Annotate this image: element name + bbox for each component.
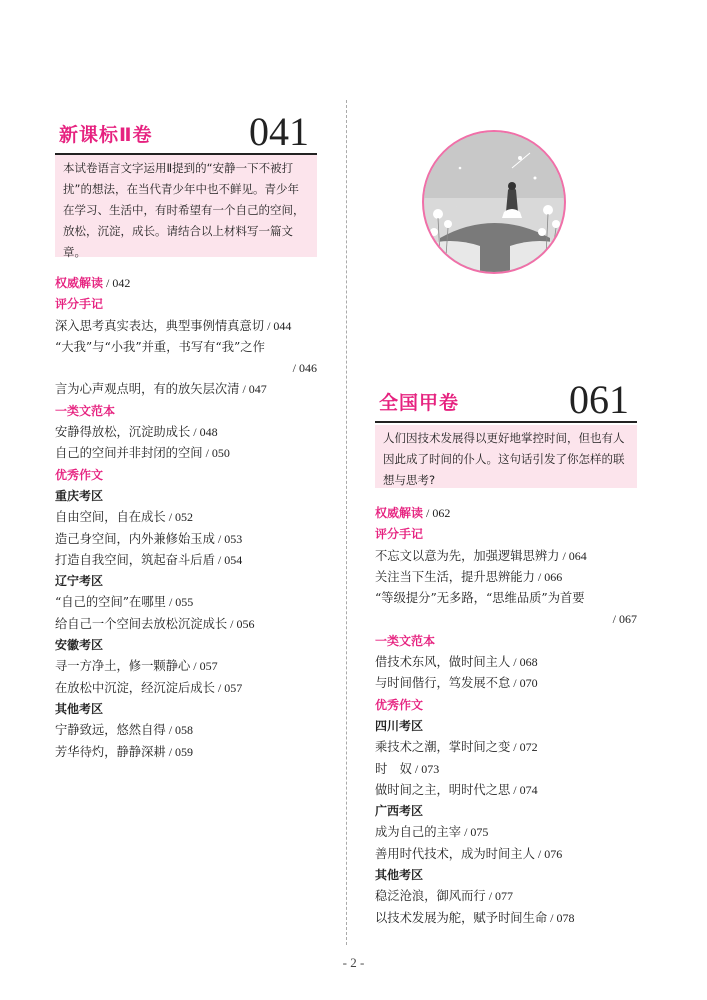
section-header: [375, 377, 637, 422]
toc-entry-text: 寻一方净土，修一颗静心: [55, 659, 191, 674]
toc-region: [55, 635, 317, 656]
toc-item: [375, 652, 637, 673]
toc-cont: [375, 609, 637, 630]
toc-item: [375, 737, 637, 758]
toc-entry-page: / 064: [559, 548, 587, 563]
toc-region: [375, 865, 637, 886]
toc-entry-text: 给自己一个空间去放松沉淀成长: [55, 616, 228, 631]
toc-item: [375, 588, 637, 609]
toc-heading: [375, 695, 637, 716]
toc-entry-text: 时 奴: [375, 761, 412, 776]
essay-prompt-box: 人们因技术发展得以更好地掌控时间，但也有人因此成了时间的仆人。这句话引发了你怎样的联想与思考?: [375, 425, 637, 488]
toc-item: [55, 656, 317, 677]
toc-entry-page: / 044: [264, 318, 292, 333]
toc-entry-text: 借技术东风，做时间主人: [375, 655, 511, 670]
toc-entry-page: / 054: [214, 552, 243, 567]
toc-entry-page: / 067: [612, 612, 637, 627]
toc-entry-page: / 042: [103, 276, 131, 290]
table-of-contents: [375, 503, 637, 929]
toc-entry-text: 四川考区: [375, 718, 424, 733]
toc-entry-text: 广西考区: [375, 804, 424, 819]
toc-entry-page: / 066: [534, 569, 563, 584]
toc-entry-text: 言为心声观点明，有的放矢层次清: [55, 382, 240, 397]
toc-entry-text: 成为自己的主宰: [375, 825, 462, 840]
toc-entry-page: / 077: [485, 889, 514, 904]
toc-item: [55, 507, 317, 528]
toc-entry-text: 安徽考区: [55, 638, 104, 653]
toc-entry-text: 深入思考真实表达，典型事例情真意切: [55, 318, 265, 333]
toc-item: [55, 337, 317, 358]
section-rule: [375, 421, 637, 423]
toc-entry-text: 稳泛沧浪，御风而行: [375, 889, 486, 904]
toc-entry-page: / 068: [510, 655, 538, 670]
toc-entry-text: 芳华待灼，静静深耕: [55, 744, 166, 759]
toc-entry-page: / 072: [510, 740, 538, 755]
toc-entry-page: / 056: [227, 616, 255, 631]
toc-entry-text: 打造自我空间，筑起奋斗后盾: [55, 552, 215, 567]
toc-heading: [375, 631, 637, 652]
toc-item: [375, 886, 637, 907]
toc-entry-text: 自由空间，自在成长: [55, 510, 166, 525]
toc-entry-page: / 057: [190, 659, 218, 674]
toc-item: [55, 742, 317, 763]
essay-prompt-box: 本试卷语言文字运用Ⅱ提到的“安静一下不被打扰”的想法，在当代青少年中也不鲜见。青少年在学习、生活中，有时希望有一个自己的空间，放松，沉淀，成长。请结合以上材料写一篇文章。: [55, 155, 317, 257]
toc-entry-text: 其他考区: [375, 868, 424, 883]
toc-item: [375, 822, 637, 843]
toc-entry-text: 辽宁考区: [55, 574, 104, 589]
toc-heading: [375, 524, 637, 545]
toc-entry-text: 做时间之主，明时代之思: [375, 782, 511, 797]
toc-entry-text: 关注当下生活，提升思辨能力: [375, 569, 535, 584]
toc-entry-text: 优秀作文: [375, 697, 424, 712]
toc-item: [375, 908, 637, 929]
toc-entry-page: / 048: [190, 425, 218, 440]
table-of-contents: [55, 273, 317, 763]
toc-entry-page: / 073: [411, 761, 440, 776]
toc-heading: [375, 503, 637, 524]
toc-entry-text: 一类文范本: [375, 633, 436, 648]
toc-entry-text: “自己的空间”在哪里: [55, 595, 166, 610]
toc-entry-text: 其他考区: [55, 701, 104, 716]
toc-entry-page: / 053: [214, 531, 243, 546]
toc-entry-text: 重庆考区: [55, 488, 104, 503]
column-divider: [346, 100, 347, 945]
toc-entry-page: / 050: [202, 446, 230, 461]
toc-entry-text: 一类文范本: [55, 403, 116, 418]
toc-item: [375, 546, 637, 567]
toc-entry-text: 权威解读: [55, 276, 104, 290]
section-title: 新课标Ⅱ卷: [59, 124, 153, 146]
toc-region: [55, 571, 317, 592]
section-page-number: 041: [249, 109, 309, 154]
section-title: 全国甲卷: [379, 392, 460, 414]
toc-entry-page: / 074: [510, 782, 538, 797]
toc-item: [55, 316, 317, 337]
toc-item: [55, 678, 317, 699]
toc-item: [55, 550, 317, 571]
toc-entry-page: / 070: [510, 676, 538, 691]
toc-entry-text: “大我”与“小我”并重，书写有“我”之作: [55, 339, 265, 354]
toc-entry-text: 安静得放松，沉淀助成长: [55, 425, 191, 440]
toc-entry-page: / 059: [165, 744, 194, 759]
toc-item: [55, 443, 317, 464]
toc-entry-text: 善用时代技术，成为时间主人: [375, 846, 535, 861]
toc-item: [55, 720, 317, 741]
toc-entry-page: / 058: [165, 723, 194, 738]
toc-item: [375, 673, 637, 694]
toc-heading: [55, 273, 317, 294]
toc-entry-page: / 047: [239, 382, 267, 397]
toc-entry-text: 宁静致远，悠然自得: [55, 723, 166, 738]
moon-girl-illustration-icon: [420, 128, 568, 276]
toc-entry-text: 评分手记: [375, 527, 424, 542]
toc-heading: [55, 465, 317, 486]
toc-region: [55, 486, 317, 507]
toc-entry-page: / 055: [165, 595, 194, 610]
toc-entry-page: / 075: [461, 825, 489, 840]
toc-heading: [55, 294, 317, 315]
toc-entry-text: “等级提分”无多路，“思维品质”为首要: [375, 591, 585, 606]
toc-item: [55, 529, 317, 550]
toc-entry-page: / 076: [534, 846, 563, 861]
toc-item: [375, 780, 637, 801]
toc-entry-page: / 062: [423, 506, 451, 520]
section-page-number: 061: [569, 377, 629, 422]
toc-region: [375, 801, 637, 822]
toc-entry-text: 与时间偕行，笃发展不怠: [375, 676, 511, 691]
toc-item: [55, 592, 317, 613]
toc-item: [375, 759, 637, 780]
toc-item: [375, 844, 637, 865]
toc-entry-text: 不忘文以意为先，加强逻辑思辨力: [375, 548, 560, 563]
toc-item: [55, 422, 317, 443]
toc-cont: [55, 358, 317, 379]
toc-entry-text: 自己的空间并非封闭的空间: [55, 446, 203, 461]
toc-entry-page: / 046: [292, 361, 317, 376]
toc-entry-text: 评分手记: [55, 297, 104, 312]
toc-region: [375, 716, 637, 737]
toc-entry-text: 优秀作文: [55, 467, 104, 482]
toc-item: [375, 567, 637, 588]
toc-item: [55, 379, 317, 400]
toc-entry-text: 在放松中沉淀，经沉淀后成长: [55, 680, 215, 695]
toc-entry-page: / 057: [214, 680, 243, 695]
section-header: [55, 109, 317, 154]
toc-entry-text: 造己身空间，内外兼修始玉成: [55, 531, 215, 546]
toc-region: [55, 699, 317, 720]
toc-entry-text: 权威解读: [375, 506, 424, 520]
toc-entry-page: / 052: [165, 510, 194, 525]
toc-entry-page: / 078: [547, 910, 575, 925]
toc-heading: [55, 401, 317, 422]
toc-entry-text: 乘技术之潮，掌时间之变: [375, 740, 511, 755]
toc-item: [55, 614, 317, 635]
toc-entry-text: 以技术发展为舵，赋予时间生命: [375, 910, 548, 925]
page-number: - 2 -: [342, 955, 365, 970]
